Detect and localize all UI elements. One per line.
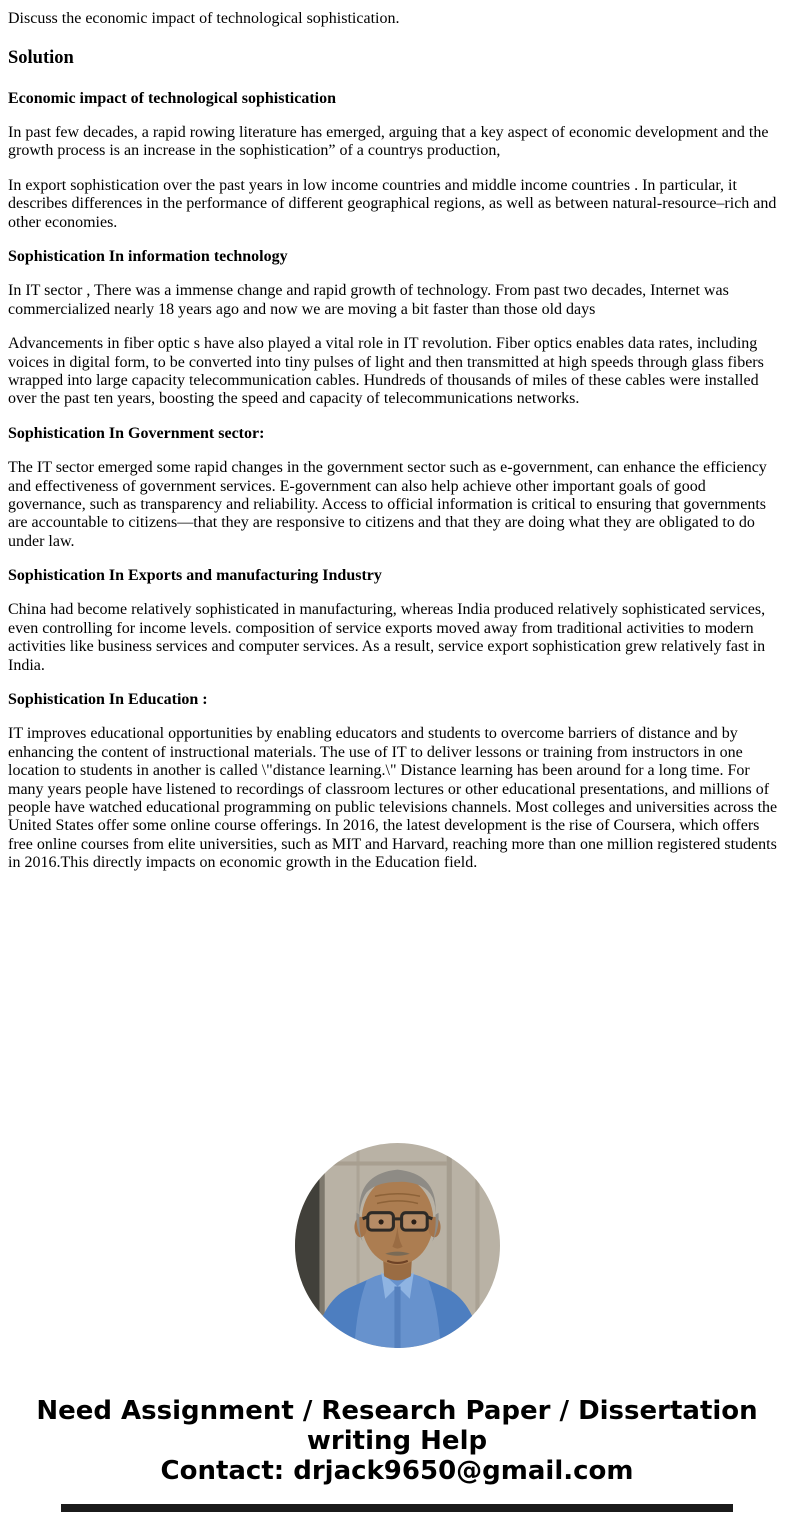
section-paragraph: In export sophistication over the past years in low income countries and middle income countries . In particular, it describes differences in the performance of different geographical regions, as well as between natural-resource–rich and other economies. — [8, 176, 777, 231]
portrait-avatar — [295, 1143, 500, 1348]
section-paragraph: China had become relatively sophisticated in manufacturing, whereas India produced relatively sophisticated services, even controlling for income levels. composition of service exports moved away from traditional activities to modern activities like business services and computer services. As a result, service export sophistication grew relatively fast in India. — [8, 601, 766, 674]
question-text: Discuss the economic impact of technological sophistication. — [8, 10, 400, 27]
solution-heading: Solution — [8, 48, 74, 69]
section-heading-information-technology: Sophistication In information technology — [8, 248, 288, 265]
section-paragraph: The IT sector emerged some rapid changes in the government sector such as e-government, can enhance the efficiency and effectiveness of government services. E-government can also help achieve other important goals of good governance, such as transparency and reliability. Access to official information is critical to ensuring that governments are accountable to citizens—that they are responsive to citizens and that they are doing what they are obligated to do under law. — [8, 459, 767, 550]
footer-contact-email: Contact: drjack9650@gmail.com — [160, 1455, 634, 1486]
bottom-bar — [61, 1504, 733, 1512]
section-paragraph: IT improves educational opportunities by enabling educators and students to overcome barriers of distance and by enhancing the content of instructional materials. The use of IT to deliver lessons or training from instructors in one location to students in another is called \"distance learning.\" Distance learning has been around for a long time. For many years people have listened to recordings of classroom lectures or other educational presentations, and millions of people have watched educational programming on public televisions channels. Most colleges and universities across the United States offer some online course offerings. In 2016, the latest development is the rise of Coursera, which offers free online courses from elite universities, such as MIT and Harvard, reaching more than one million registered students in 2016.This directly impacts on economic growth in the Education field. — [8, 725, 778, 872]
section-heading-economic-impact: Economic impact of technological sophistication — [8, 89, 336, 107]
footer-line-2: writing Help — [306, 1425, 488, 1456]
section-heading-government-sector: Sophistication In Government sector: — [8, 424, 265, 442]
section-paragraph: Advancements in fiber optic s have also played a vital role in IT revolution. Fiber optics enables data rates, including voices in digital form, to be converted into tiny pulses of light and then transmitted at high speeds through glass fibers wrapped into large capacity telecommunication cables. Hundreds of thousands of miles of these cables were installed over the past ten years, boosting the speed and capacity of telecommunications networks. — [8, 335, 764, 408]
section-paragraph: In IT sector , There was a immense change and rapid growth of technology. From past two decades, Internet was commercialized nearly 18 years ago and now we are moving a bit faster than those old days — [8, 282, 729, 318]
section-paragraph: In past few decades, a rapid rowing literature has emerged, arguing that a key aspect of economic development and the growth process is an increase in the sophistication” of a countrys production, — [8, 124, 769, 160]
footer-help-text — [0, 1396, 794, 1486]
footer-line-1: Need Assignment / Research Paper / Dissertation — [36, 1395, 758, 1426]
section-heading-exports-manufacturing: Sophistication In Exports and manufacturing Industry — [8, 567, 382, 585]
section-heading-education: Sophistication In Education : — [8, 691, 208, 709]
portrait-image — [295, 1143, 500, 1348]
